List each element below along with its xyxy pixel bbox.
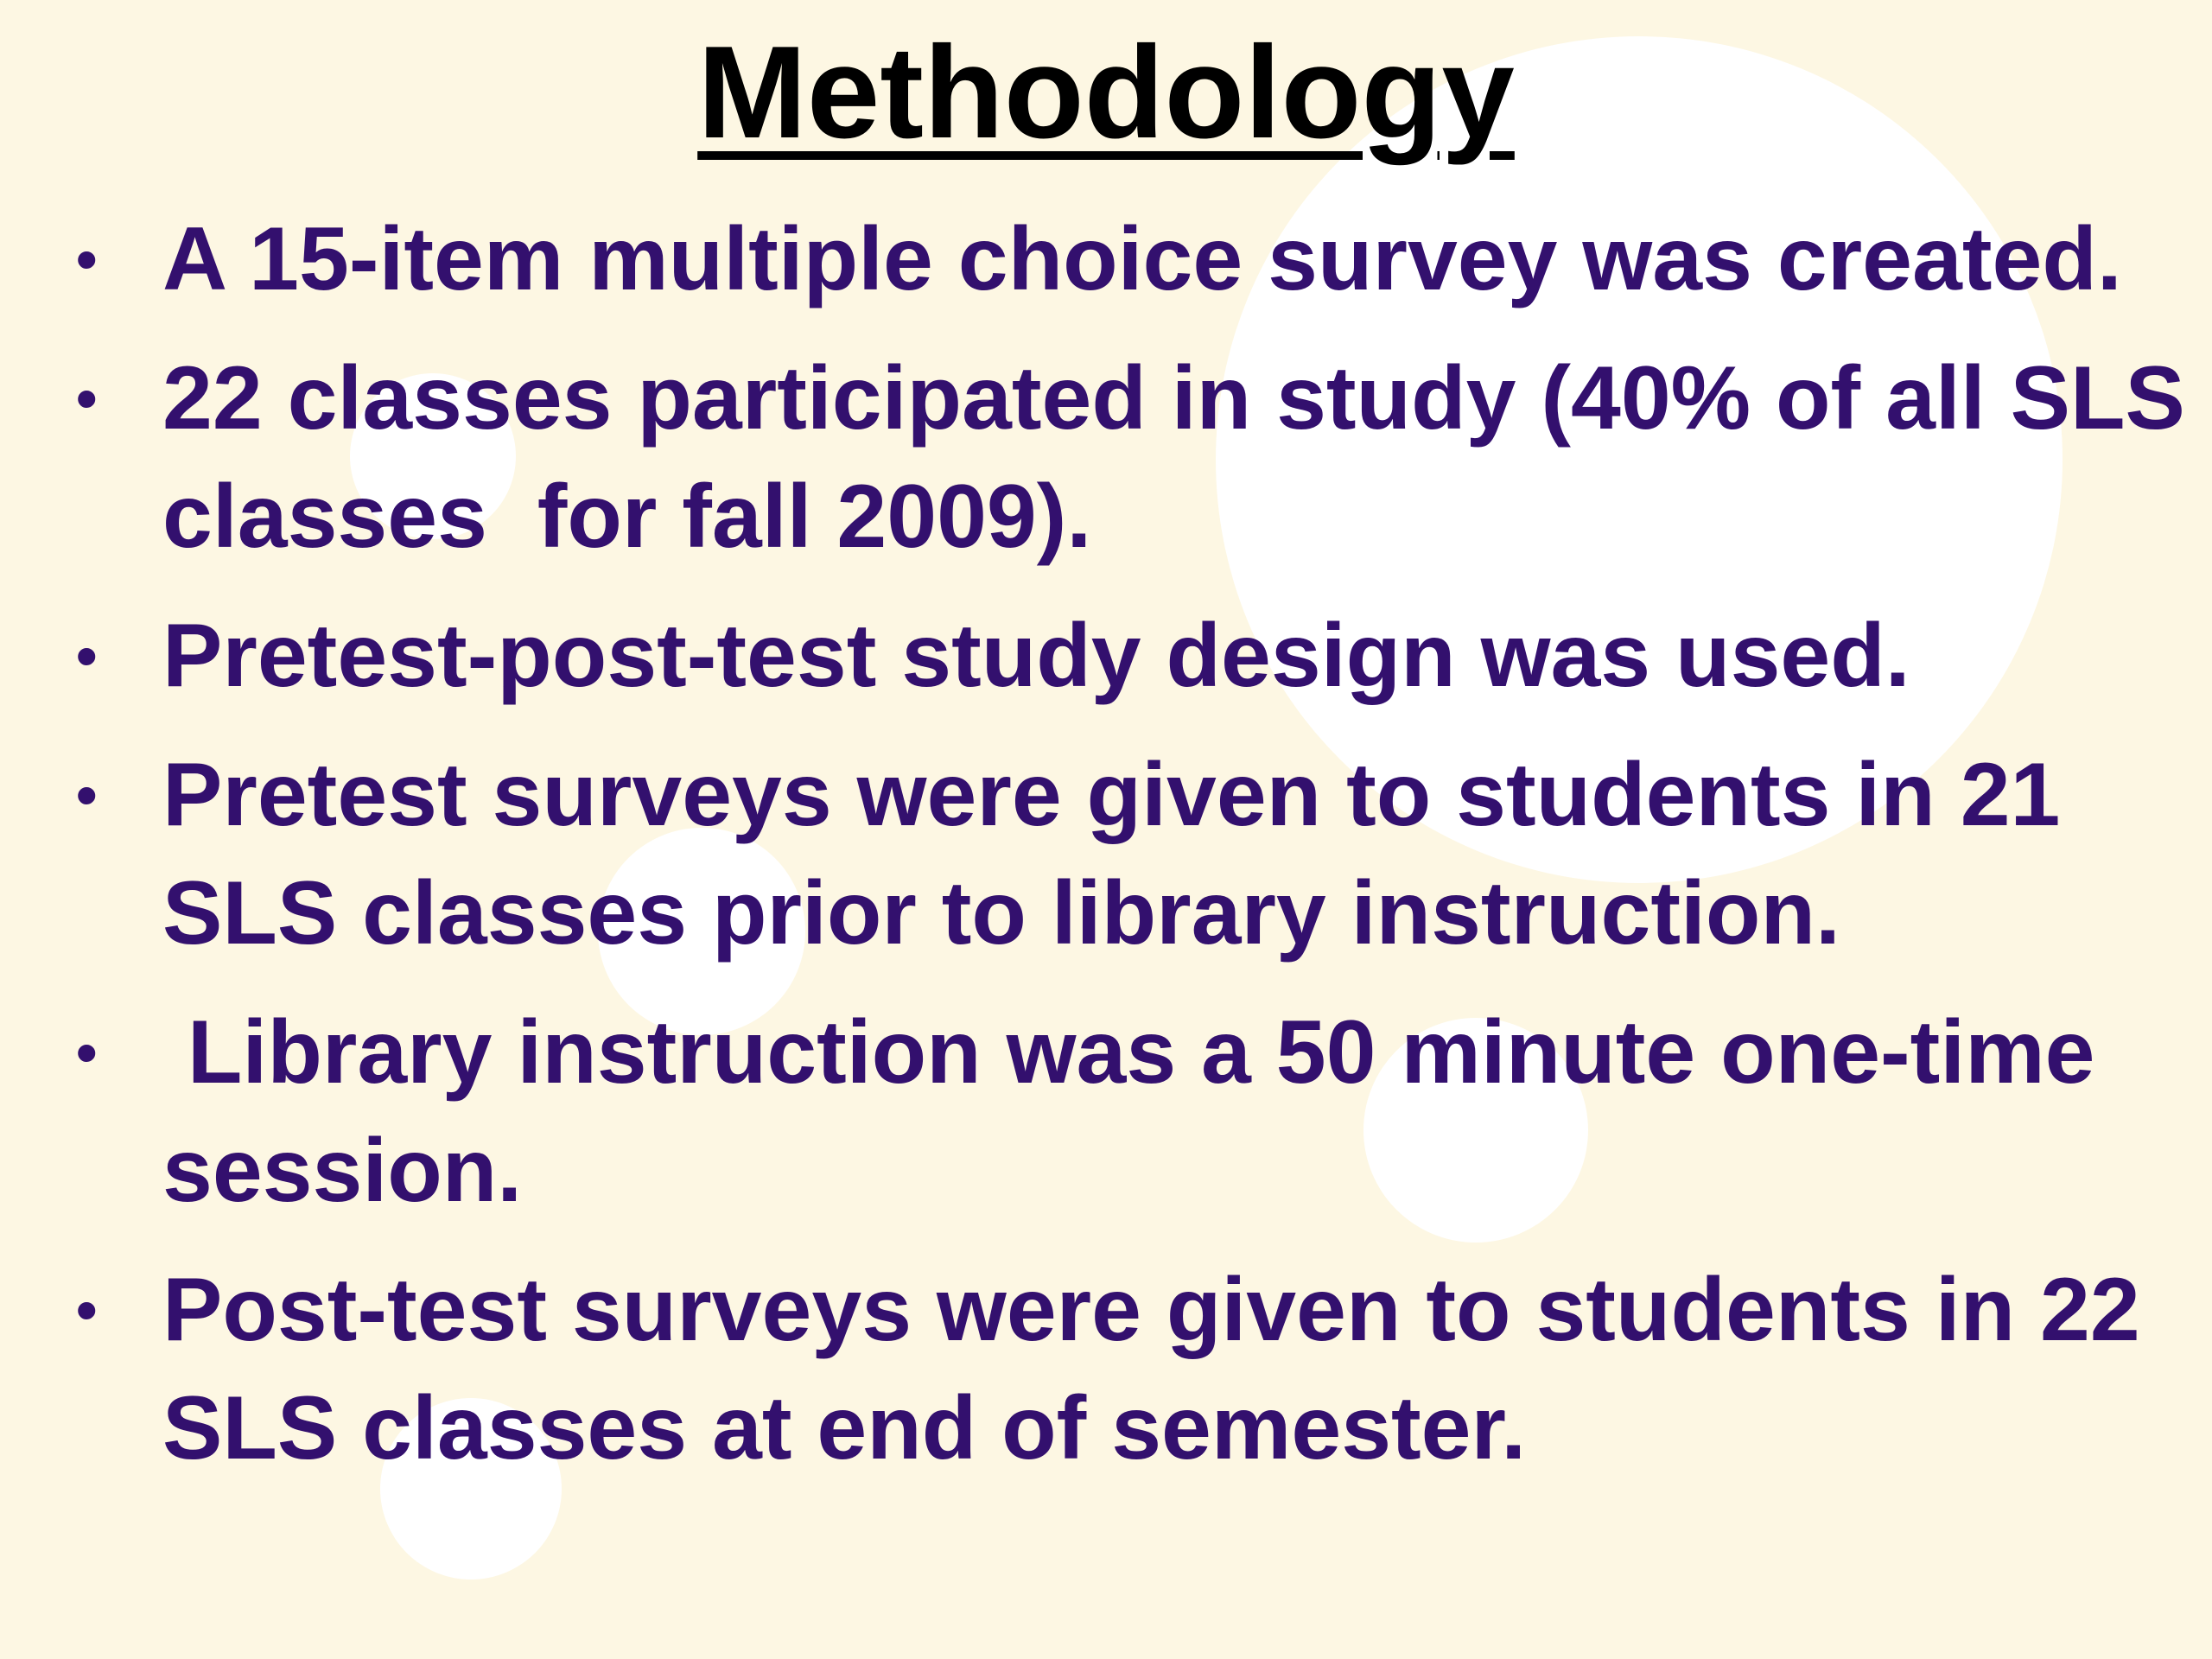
- bullet-item-study-design: [76, 597, 2193, 715]
- bullet-text: A 15-item multiple choice survey was created.: [162, 209, 2122, 309]
- bullet-text: Pretest-post-test study design was used.: [162, 606, 1910, 706]
- bullet-text: Post-test surveys were given to students in 22 SLS classes at end of semester.: [162, 1260, 2140, 1478]
- bullet-list: [76, 200, 2210, 1509]
- bullet-item-survey-created: [76, 200, 2193, 319]
- bullet-item-classes-participated: [76, 340, 2210, 576]
- bullet-icon: •: [76, 1019, 98, 1086]
- bullet-text: 22 classes participated in study (40% of all SLS classes for fall 2009).: [162, 348, 2210, 567]
- bullet-text: Pretest surveys were given to students in 21 SLS classes prior to library instruction.: [162, 745, 2061, 963]
- bullet-icon: •: [76, 622, 98, 690]
- bullet-icon: •: [76, 761, 98, 829]
- bullet-icon: •: [76, 226, 98, 293]
- bullet-item-post-test-surveys: [76, 1251, 2193, 1488]
- bullet-item-pretest-surveys: [76, 736, 2193, 973]
- bullet-icon: •: [76, 365, 98, 432]
- slide-title: Methodology: [697, 19, 1515, 166]
- bullet-icon: •: [76, 1276, 98, 1344]
- bullet-text: Library instruction was a 50 minute one-time session.: [162, 1002, 2120, 1221]
- bullet-item-library-instruction: [76, 994, 2193, 1230]
